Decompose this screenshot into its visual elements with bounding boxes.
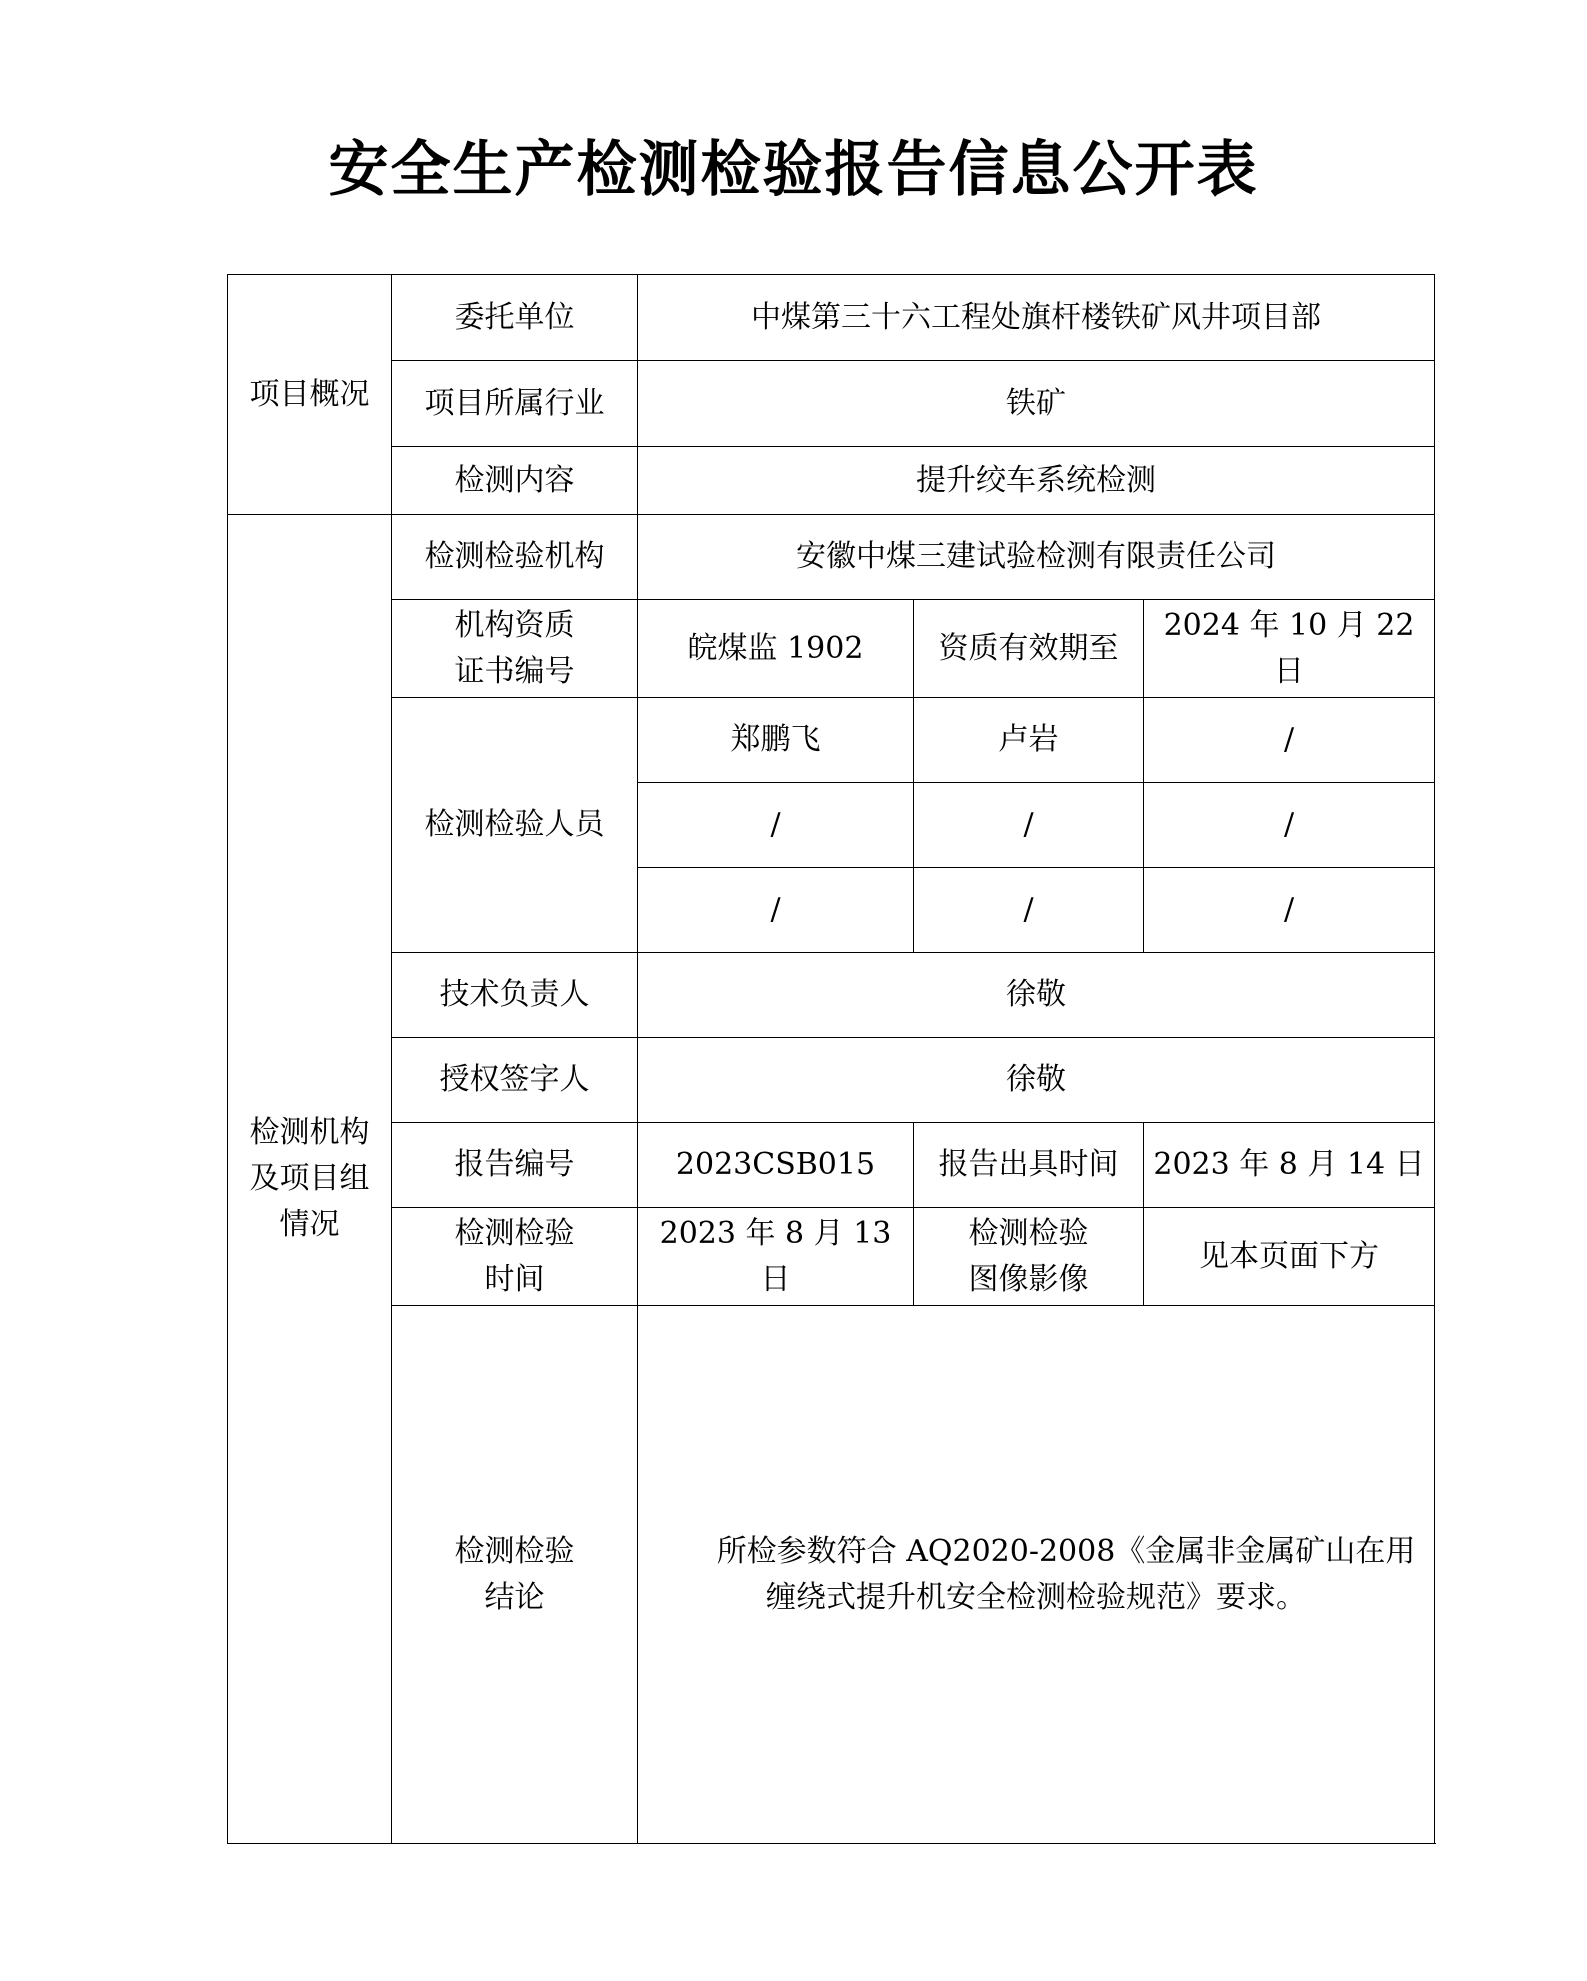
client-value: 中煤第三十六工程处旗杆楼铁矿风井项目部 bbox=[638, 275, 1435, 361]
staff-cell: / bbox=[1144, 783, 1435, 868]
test-time-label: 检测检验 时间 bbox=[392, 1208, 638, 1306]
report-no-value: 2023CSB015 bbox=[638, 1123, 914, 1208]
page-title: 安全生产检测检验报告信息公开表 bbox=[328, 135, 1259, 205]
report-row bbox=[228, 1123, 1435, 1208]
content-label: 检测内容 bbox=[392, 447, 638, 515]
issue-time-label: 报告出具时间 bbox=[914, 1123, 1144, 1208]
content-row bbox=[228, 447, 1435, 515]
issue-time-value: 2023 年 8 月 14 日 bbox=[1144, 1123, 1435, 1208]
staff-cell: / bbox=[914, 868, 1144, 953]
agency-section-label: 检测机构 及项目组 情况 bbox=[228, 515, 392, 1844]
signatory-label: 授权签字人 bbox=[392, 1038, 638, 1123]
staff-cell: 卢岩 bbox=[914, 698, 1144, 783]
conclusion-text bbox=[638, 1306, 1435, 1844]
tech-lead-row bbox=[228, 953, 1435, 1038]
cert-label: 机构资质 证书编号 bbox=[392, 600, 638, 698]
staff-cell: / bbox=[1144, 698, 1435, 783]
image-value: 见本页面下方 bbox=[1144, 1208, 1435, 1306]
staff-cell: 郑鹏飞 bbox=[638, 698, 914, 783]
signatory-row bbox=[228, 1038, 1435, 1123]
validity-label: 资质有效期至 bbox=[914, 600, 1144, 698]
staff-cell: / bbox=[1144, 868, 1435, 953]
validity-value: 2024 年 10 月 22 日 bbox=[1144, 600, 1435, 698]
staff-label: 检测检验人员 bbox=[392, 698, 638, 953]
conclusion-text-body: 所检参数符合 AQ2020-2008《金属非金属矿山在用缠绕式提升机安全检测检验规范》要求。 bbox=[716, 1533, 1416, 1615]
staff-cell: / bbox=[914, 783, 1144, 868]
client-row bbox=[228, 275, 1435, 361]
industry-row bbox=[228, 361, 1435, 447]
staff-cell: / bbox=[638, 783, 914, 868]
test-time-row bbox=[228, 1208, 1435, 1306]
conclusion-row bbox=[228, 1306, 1435, 1844]
content-value: 提升绞车系统检测 bbox=[638, 447, 1435, 515]
report-no-label: 报告编号 bbox=[392, 1123, 638, 1208]
conclusion-section-label: 检测检验 结论 bbox=[392, 1306, 638, 1844]
client-label: 委托单位 bbox=[392, 275, 638, 361]
industry-label: 项目所属行业 bbox=[392, 361, 638, 447]
info-table bbox=[227, 274, 1435, 1844]
industry-value: 铁矿 bbox=[638, 361, 1435, 447]
overview-section-label: 项目概况 bbox=[228, 275, 392, 515]
cert-row bbox=[228, 600, 1435, 698]
org-label: 检测检验机构 bbox=[392, 515, 638, 600]
image-label: 检测检验 图像影像 bbox=[914, 1208, 1144, 1306]
tech-lead-value: 徐敬 bbox=[638, 953, 1435, 1038]
org-row bbox=[228, 515, 1435, 600]
tech-lead-label: 技术负责人 bbox=[392, 953, 638, 1038]
staff-row bbox=[228, 698, 1435, 783]
cert-value: 皖煤监 1902 bbox=[638, 600, 914, 698]
test-time-value: 2023 年 8 月 13 日 bbox=[638, 1208, 914, 1306]
org-value: 安徽中煤三建试验检测有限责任公司 bbox=[638, 515, 1435, 600]
signatory-value: 徐敬 bbox=[638, 1038, 1435, 1123]
staff-cell: / bbox=[638, 868, 914, 953]
